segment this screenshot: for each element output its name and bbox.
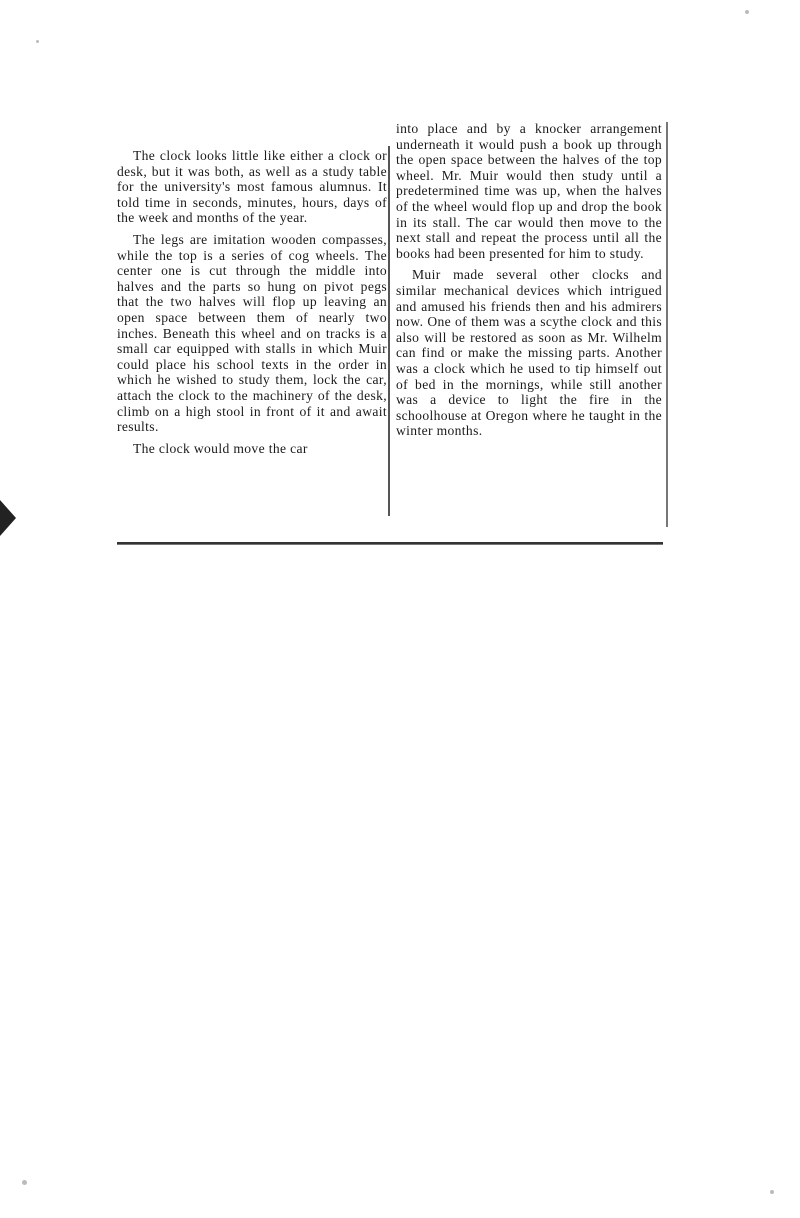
- scan-speck: [770, 1190, 774, 1194]
- article-paragraph: The legs are imitation wooden compasses, while the top is a series of cog wheels. The center one is cut through the middle into halves and the parts so hung on pivot pegs that the two halves will flop up leaving an open space between them of nearly two inches. Beneath this wheel and on tracks is a small car equipped with stalls in which Muir could place his school texts in the order in which he wished to study them, lock the car, attach the clock to the machinery of the desk, climb on a high stool in front of it and await results.: [117, 231, 387, 435]
- column-border-right: [666, 122, 668, 527]
- article-paragraph: into place and by a knocker arrangement underneath it would push a book up through the open space between the halves of the top wheel. Mr. Muir would then study until a predetermined time was up, when the halves of the wheel would flop up and drop the book in its stall. The car would then move to the next stall and repeat the process until all the books had been presented for him to study.: [396, 121, 662, 261]
- article-paragraph: The clock would move the car: [133, 440, 308, 456]
- scan-page-edge: [0, 500, 16, 536]
- newspaper-clipping: [112, 118, 668, 548]
- scan-speck: [36, 40, 39, 43]
- article-bottom-rule: [117, 542, 663, 545]
- column-divider: [388, 146, 390, 516]
- article-column-left: [117, 148, 387, 462]
- article-paragraph: The clock looks little like either a clock or desk, but it was both, as well as a study table for the university's most famous alumnus. It told time in seconds, minutes, hours, days of the week and months of the year.: [117, 148, 387, 226]
- scan-speck: [745, 10, 749, 14]
- article-column-right: [396, 121, 662, 445]
- scan-speck: [22, 1180, 27, 1185]
- article-paragraph: Muir made several other clocks and similar mechanical devices which intrigued and amused his friends then and his admirers now. One of them was a scythe clock and this also will be restored as soon as Mr. Wilhelm can find or make the missing parts. Another was a clock which he used to tip himself out of bed in the mornings, while still another was a device to light the fire in the schoolhouse at Oregon where he taught in the winter months.: [396, 267, 662, 439]
